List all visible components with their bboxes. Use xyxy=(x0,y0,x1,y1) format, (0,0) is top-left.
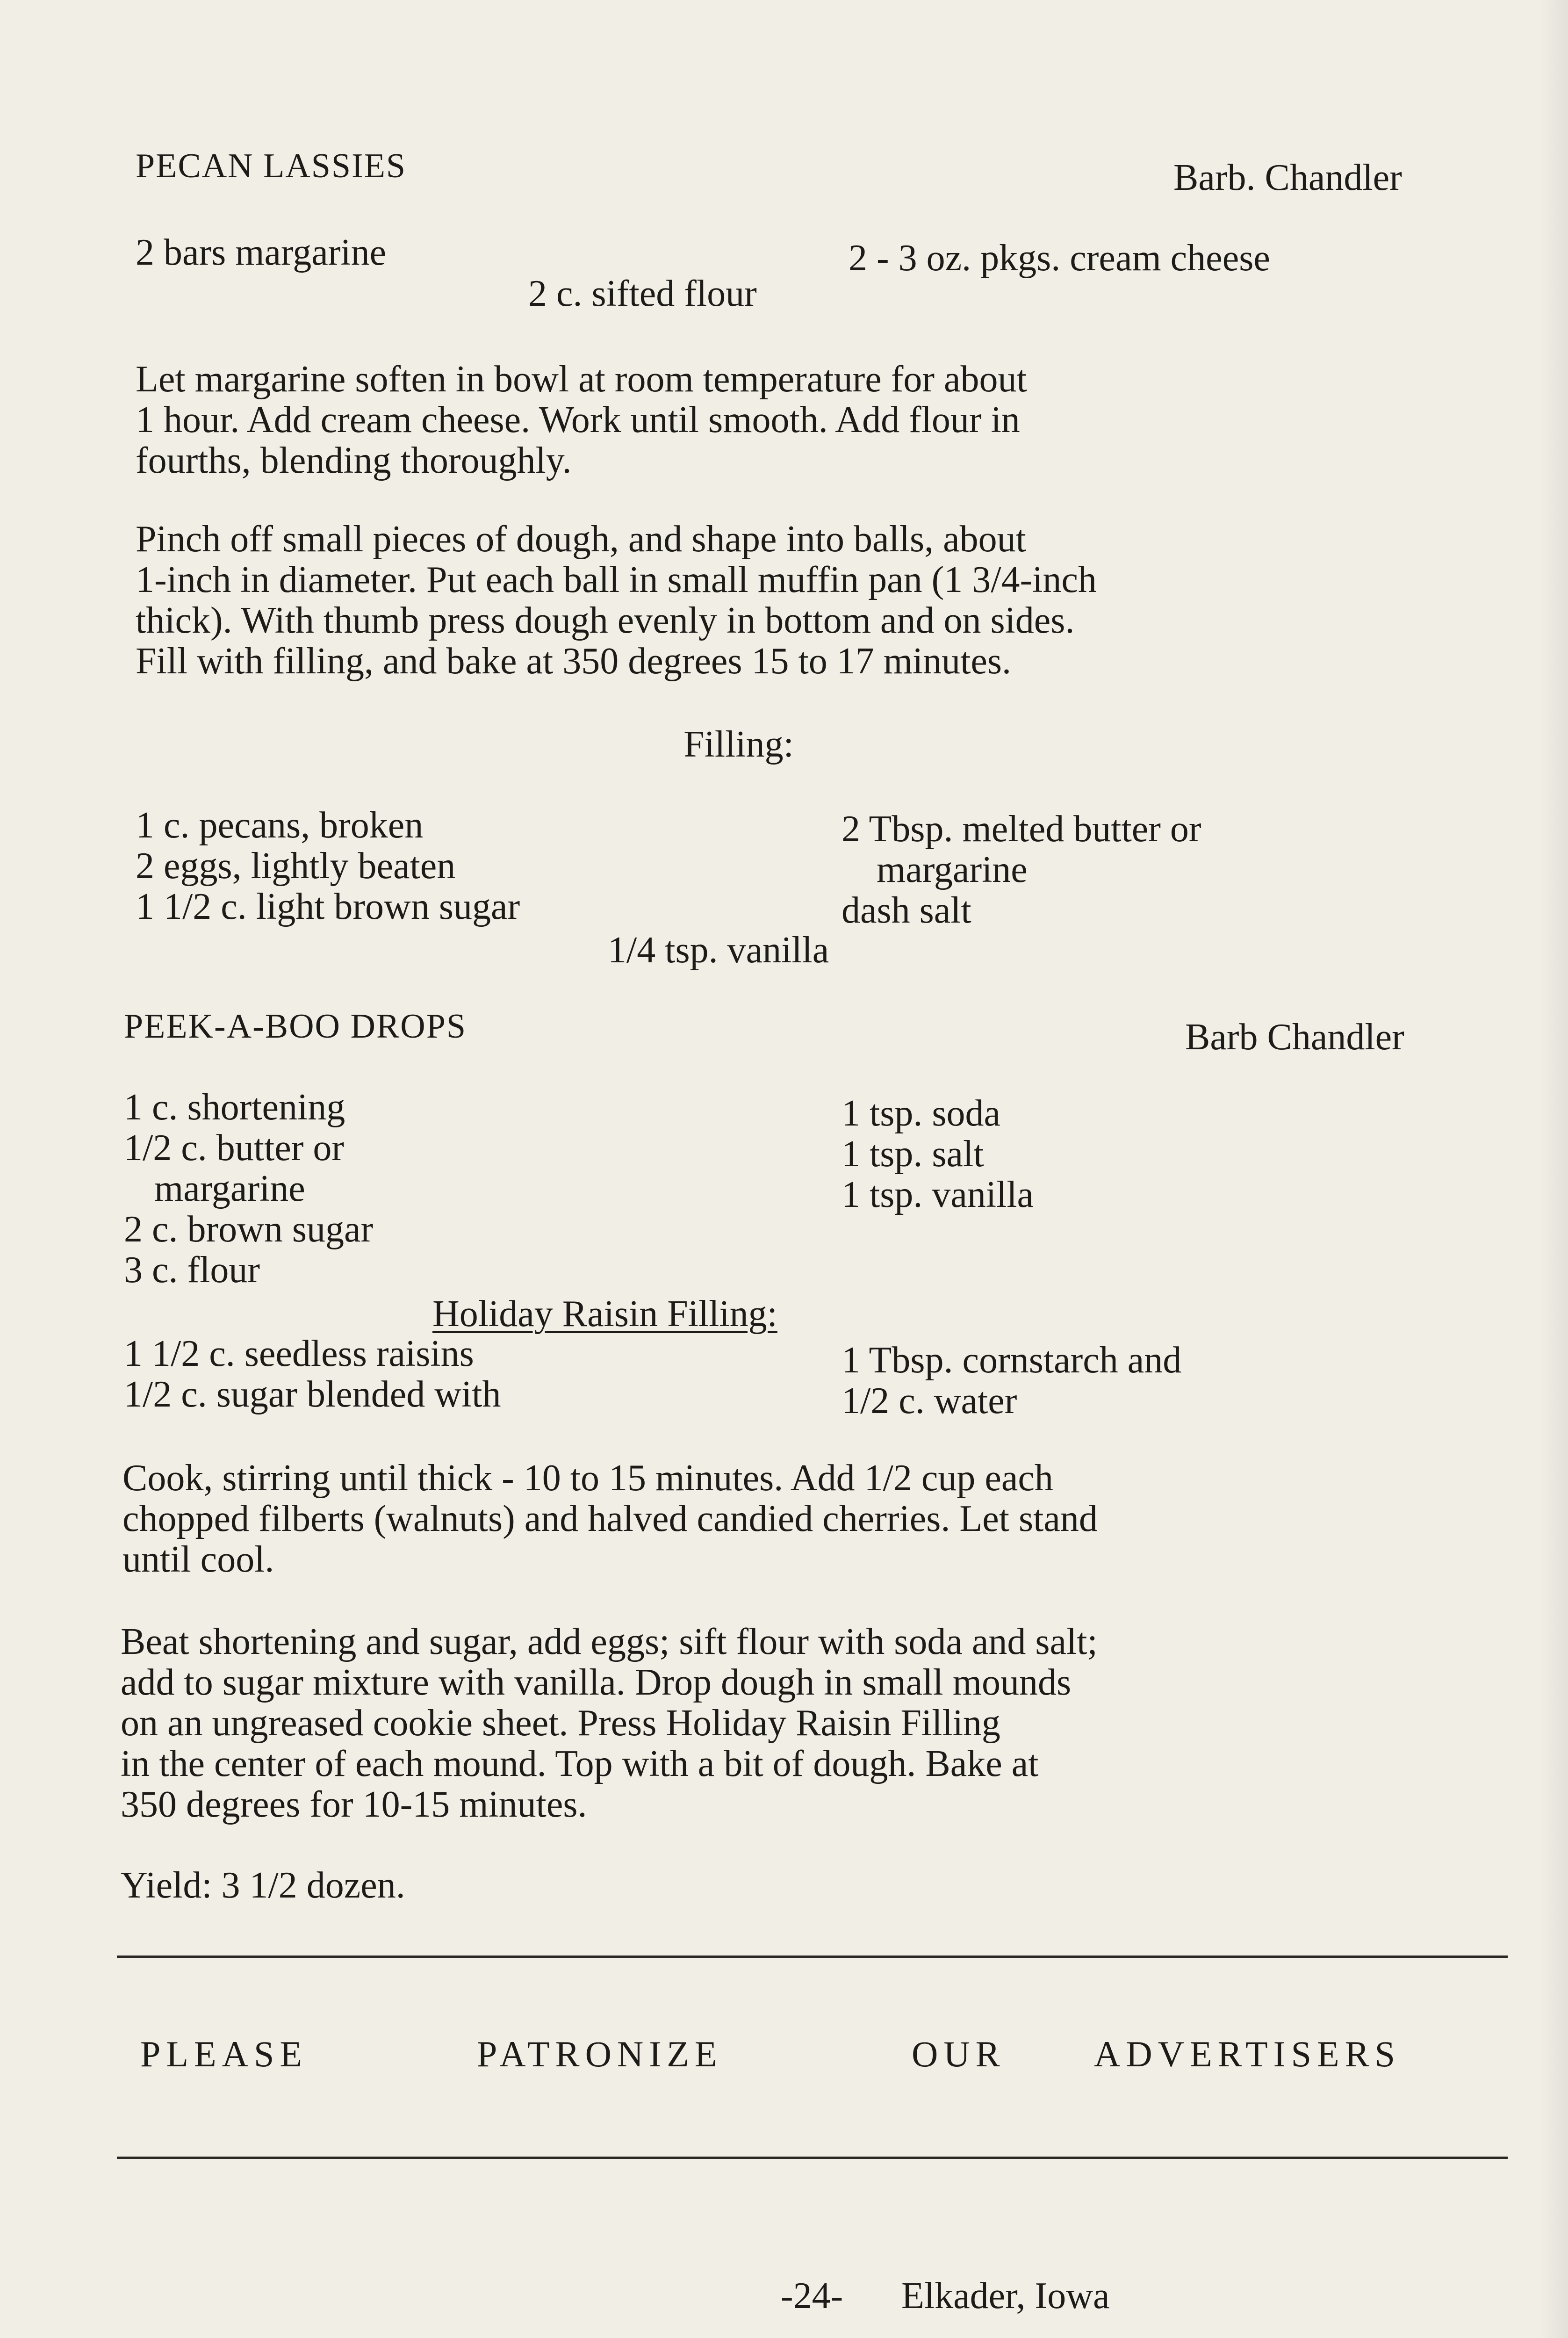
ingredient-line: 1 1/2 c. light brown sugar xyxy=(136,886,520,927)
text-line: on an ungreased cookie sheet. Press Holiday Raisin Filling xyxy=(121,1703,1000,1744)
directions-paragraph xyxy=(136,519,1097,682)
footer-location: Elkader, Iowa xyxy=(901,2275,1110,2316)
recipe-author-pecan: Barb. Chandler xyxy=(1173,157,1402,198)
text-line: Beat shortening and sugar, add eggs; sift flour with soda and salt; xyxy=(121,1621,1098,1662)
filling-ingredients-right xyxy=(842,809,1201,931)
ingredient-line: 2 Tbsp. melted butter or xyxy=(842,808,1201,850)
ingredient-line: 2 eggs, lightly beaten xyxy=(136,845,456,887)
page-number: -24- xyxy=(781,2275,843,2316)
text-line: Cook, stirring until thick - 10 to 15 minutes. Add 1/2 cup each xyxy=(122,1458,1053,1499)
directions-paragraph xyxy=(122,1458,1098,1580)
ingredient-line: 1/2 c. water xyxy=(842,1380,1017,1422)
banner-word: ADVERTISERS xyxy=(1094,2034,1401,2074)
text-line: 1-inch in diameter. Put each ball in small muffin pan (1 3/4-inch xyxy=(136,559,1097,600)
directions-paragraph xyxy=(121,1622,1098,1825)
ingredient-line: 1 Tbsp. cornstarch and xyxy=(842,1340,1182,1381)
text-line: until cool. xyxy=(122,1539,274,1580)
ingredient-line: 2 c. sifted flour xyxy=(528,273,757,314)
ingredients-right xyxy=(842,1093,1034,1215)
divider-bottom xyxy=(117,2157,1508,2159)
filling-heading: Filling: xyxy=(683,724,794,765)
ingredient-line: 1 c. pecans, broken xyxy=(136,805,424,846)
ingredient-line: margarine xyxy=(877,849,1028,890)
raisin-ingredients-right xyxy=(842,1340,1181,1422)
divider-top xyxy=(117,1956,1508,1958)
recipe-title-pecan-lassies: PECAN LASSIES xyxy=(136,147,407,185)
text-line: Fill with filling, and bake at 350 degrees 15 to 17 minutes. xyxy=(136,641,1012,682)
directions-paragraph xyxy=(136,359,1027,481)
ingredient-line: 1 tsp. soda xyxy=(842,1093,1000,1134)
text-line: Let margarine soften in bowl at room temperature for about xyxy=(136,359,1027,400)
ingredient-line: 1/2 c. butter or xyxy=(124,1127,344,1169)
ingredient-line: 1/4 tsp. vanilla xyxy=(608,930,829,971)
text-line: in the center of each mound. Top with a bit of dough. Bake at xyxy=(121,1743,1039,1784)
raisin-filling-heading: Holiday Raisin Filling: xyxy=(432,1293,777,1335)
text-line: 350 degrees for 10-15 minutes. xyxy=(121,1784,587,1825)
text-line: 1 hour. Add cream cheese. Work until smooth. Add flour in xyxy=(136,399,1020,440)
ingredient-line: 2 - 3 oz. pkgs. cream cheese xyxy=(849,238,1270,279)
ingredient-line: 1 1/2 c. seedless raisins xyxy=(124,1333,474,1374)
banner-word: OUR xyxy=(912,2034,1006,2074)
filling-ingredients-left xyxy=(136,805,520,927)
page-edge-shadow xyxy=(1540,0,1568,2338)
recipe-title-peek-a-boo-drops: PEEK-A-BOO DROPS xyxy=(124,1007,467,1046)
ingredient-line: 2 c. brown sugar xyxy=(124,1209,374,1250)
ingredient-line: 3 c. flour xyxy=(124,1249,260,1291)
ingredient-line: 1 c. shortening xyxy=(124,1087,345,1128)
text-line: thick). With thumb press dough evenly in bottom and on sides. xyxy=(136,600,1075,641)
ingredient-line: 1/2 c. sugar blended with xyxy=(124,1374,501,1415)
ingredient-line: 1 tsp. salt xyxy=(842,1133,984,1175)
text-line: add to sugar mixture with vanilla. Drop dough in small mounds xyxy=(121,1662,1072,1703)
raisin-ingredients-left xyxy=(124,1334,501,1415)
recipe-yield: Yield: 3 1/2 dozen. xyxy=(121,1865,405,1906)
text-line: chopped filberts (walnuts) and halved candied cherries. Let stand xyxy=(122,1498,1098,1539)
ingredient-line: dash salt xyxy=(842,890,971,931)
ingredient-line: margarine xyxy=(154,1168,305,1209)
ingredient-line: 2 bars margarine xyxy=(136,232,387,273)
text-line: fourths, blending thoroughly. xyxy=(136,440,572,481)
ingredients-left xyxy=(124,1087,373,1291)
banner-word: PATRONIZE xyxy=(477,2034,723,2074)
text-line: Pinch off small pieces of dough, and shape into balls, about xyxy=(136,519,1026,560)
ingredient-line: 1 tsp. vanilla xyxy=(842,1174,1034,1215)
recipe-author-peek: Barb Chandler xyxy=(1185,1017,1404,1058)
banner-word: PLEASE xyxy=(140,2034,308,2074)
